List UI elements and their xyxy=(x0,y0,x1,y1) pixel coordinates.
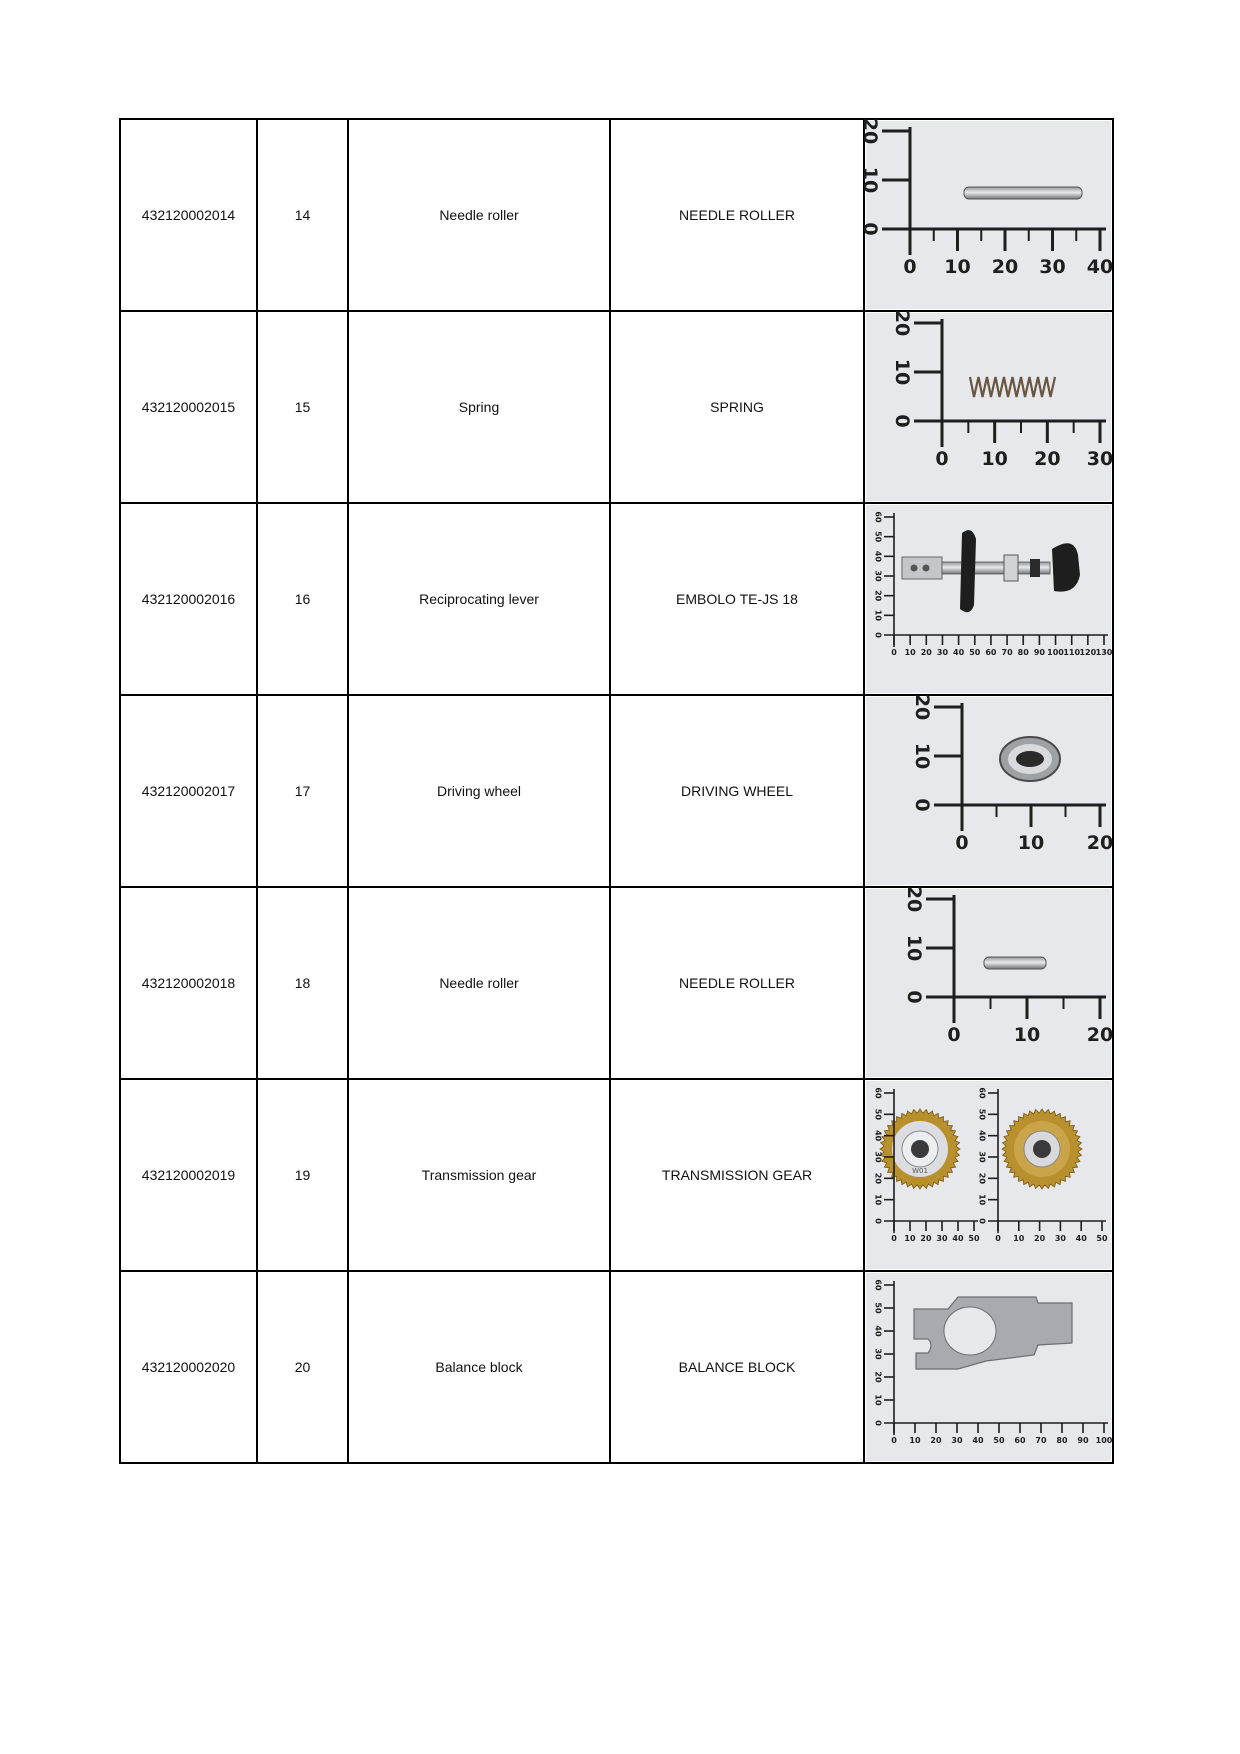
needle-roller-icon xyxy=(984,957,1046,969)
table-row xyxy=(120,119,1113,311)
scale-label: 40 xyxy=(873,550,883,562)
scale-label: 10 xyxy=(1013,1024,1041,1046)
scale-label: 60 xyxy=(873,1087,883,1099)
part-code: 432120002017 xyxy=(120,695,257,887)
scale-label: 80 xyxy=(1017,648,1029,657)
scale-label: 30 xyxy=(936,1234,948,1243)
scale-label: 0 xyxy=(891,648,897,657)
scale-label: 0 xyxy=(977,1218,987,1224)
scale-label: 0 xyxy=(911,798,933,812)
scale-label: 0 xyxy=(935,448,949,470)
parts-table xyxy=(119,118,1114,1464)
scale-label: 0 xyxy=(873,632,883,638)
scale-label: 50 xyxy=(969,648,981,657)
scale-label: 10 xyxy=(1017,832,1045,854)
gear-stamp: W01 xyxy=(912,1167,928,1175)
scale-label: 30 xyxy=(1054,1234,1066,1243)
scale-label: 90 xyxy=(1077,1436,1089,1445)
part-photo-figure xyxy=(866,693,1114,885)
scale-label: 20 xyxy=(873,1172,883,1184)
item-number: 16 xyxy=(257,503,348,695)
scale-label: 0 xyxy=(903,256,917,278)
scale-label: 20 xyxy=(1034,448,1061,470)
scale-label: 50 xyxy=(873,1108,883,1120)
scale-label: 50 xyxy=(873,531,883,543)
scale-label: 10 xyxy=(1013,1234,1025,1243)
part-photo xyxy=(864,311,1113,503)
scale-label: 30 xyxy=(977,1151,987,1163)
part-photo-figure xyxy=(866,505,1111,693)
part-photo xyxy=(864,1079,1113,1271)
scale-label: 0 xyxy=(947,1024,961,1046)
part-name: Balance block xyxy=(348,1271,610,1463)
scale-label: 30 xyxy=(936,648,949,657)
scale-label: 50 xyxy=(1096,1234,1108,1243)
item-number: 14 xyxy=(257,119,348,311)
scale-label: 0 xyxy=(903,990,925,1004)
part-description: NEEDLE ROLLER xyxy=(610,887,864,1079)
item-number: 18 xyxy=(257,887,348,1079)
scale-label: 10 xyxy=(903,934,925,962)
item-number: 20 xyxy=(257,1271,348,1463)
scale-label: 10 xyxy=(873,1194,883,1206)
scale-label: 20 xyxy=(859,117,881,145)
scale-label: 20 xyxy=(911,693,933,721)
scale-label: 70 xyxy=(1035,1436,1047,1445)
scale-label: 20 xyxy=(1086,832,1114,854)
scale-label: 20 xyxy=(903,885,925,913)
part-photo xyxy=(859,117,1114,311)
transmission-gear-front-icon xyxy=(880,1109,960,1189)
part-code: 432120002018 xyxy=(120,887,257,1079)
scale-label: 10 xyxy=(981,448,1008,470)
scale-label: 10 xyxy=(873,1394,883,1406)
scale-label: 110 xyxy=(1063,648,1081,657)
part-description: NEEDLE ROLLER xyxy=(610,119,864,311)
scale-label: 10 xyxy=(873,609,883,621)
part-photo-figure xyxy=(859,117,1114,309)
table-row xyxy=(120,1271,1113,1463)
scale-label: 20 xyxy=(920,648,932,657)
scale-label: 30 xyxy=(951,1436,963,1445)
scale-label: 10 xyxy=(859,166,881,194)
scale-label: 120 xyxy=(1079,648,1097,657)
part-description: DRIVING WHEEL xyxy=(610,695,864,887)
scale-label: 40 xyxy=(952,1234,964,1243)
scale-label: 40 xyxy=(873,1325,883,1337)
part-name: Transmission gear xyxy=(348,1079,610,1271)
part-code: 432120002020 xyxy=(120,1271,257,1463)
part-photo xyxy=(864,503,1113,695)
scale-label: 40 xyxy=(1075,1234,1087,1243)
scale-label: 0 xyxy=(873,1218,883,1224)
part-code: 432120002016 xyxy=(120,503,257,695)
scale-label: 20 xyxy=(930,1436,942,1445)
table-row xyxy=(120,311,1113,503)
part-code: 432120002015 xyxy=(120,311,257,503)
scale-label: 30 xyxy=(873,1151,883,1163)
scale-label: 40 xyxy=(873,1130,883,1142)
scale-label: 10 xyxy=(977,1194,987,1206)
scale-label: 60 xyxy=(1014,1436,1026,1445)
part-photo-figure xyxy=(866,309,1114,501)
scale-label: 130 xyxy=(1095,648,1113,657)
scale-label: 20 xyxy=(891,309,913,337)
part-code: 432120002014 xyxy=(120,119,257,311)
needle-roller-icon xyxy=(964,187,1082,199)
scale-label: 20 xyxy=(977,1172,987,1184)
scale-label: 0 xyxy=(891,414,913,428)
scale-label: 20 xyxy=(920,1234,932,1243)
scale-label: 60 xyxy=(873,511,883,523)
scale-label: 20 xyxy=(991,256,1019,278)
scale-label: 50 xyxy=(968,1234,980,1243)
scale-label: 80 xyxy=(1056,1436,1068,1445)
scale-label: 20 xyxy=(1086,1024,1114,1046)
scale-label: 30 xyxy=(873,570,883,582)
scale-label: 100 xyxy=(1047,648,1064,657)
part-name: Driving wheel xyxy=(348,695,610,887)
item-number: 15 xyxy=(257,311,348,503)
scale-label: 0 xyxy=(859,222,881,236)
scale-label: 30 xyxy=(873,1348,883,1360)
part-name: Reciprocating lever xyxy=(348,503,610,695)
part-photo xyxy=(864,695,1113,887)
part-description: SPRING xyxy=(610,311,864,503)
table-row xyxy=(120,1079,1113,1271)
scale-label: 50 xyxy=(993,1436,1005,1445)
item-number: 17 xyxy=(257,695,348,887)
scale-label: 40 xyxy=(1086,256,1114,278)
part-description: EMBOLO TE-JS 18 xyxy=(610,503,864,695)
scale-label: 60 xyxy=(873,1279,883,1291)
scale-label: 60 xyxy=(985,648,997,657)
part-name: Spring xyxy=(348,311,610,503)
part-photo-figure xyxy=(866,885,1114,1077)
scale-label: 70 xyxy=(1001,648,1013,657)
scale-label: 10 xyxy=(944,256,971,278)
scale-label: 40 xyxy=(972,1436,984,1445)
scale-label: 60 xyxy=(977,1087,987,1099)
part-photo xyxy=(864,887,1113,1079)
scale-label: 10 xyxy=(904,1234,916,1243)
part-description: BALANCE BLOCK xyxy=(610,1271,864,1463)
scale-label: 30 xyxy=(1086,448,1114,470)
part-code: 432120002019 xyxy=(120,1079,257,1271)
item-number: 19 xyxy=(257,1079,348,1271)
scale-label: 10 xyxy=(909,1436,921,1445)
scale-label: 90 xyxy=(1033,648,1045,657)
scale-label: 50 xyxy=(873,1302,883,1314)
scale-label: 20 xyxy=(873,590,883,602)
part-photo-figure xyxy=(866,1081,1111,1269)
scale-label: 20 xyxy=(873,1371,883,1383)
scale-label: 20 xyxy=(1034,1234,1046,1243)
part-photo xyxy=(864,1271,1113,1463)
scale-label: 100 xyxy=(1095,1436,1113,1445)
part-name: Needle roller xyxy=(348,887,610,1079)
table-row xyxy=(120,503,1113,695)
scale-label: 10 xyxy=(911,742,933,770)
scale-label: 0 xyxy=(955,832,969,854)
scale-label: 40 xyxy=(953,648,965,657)
scale-label: 40 xyxy=(977,1130,987,1142)
scale-label: 50 xyxy=(977,1108,987,1120)
scale-label: 10 xyxy=(891,358,913,386)
scale-label: 0 xyxy=(873,1420,883,1426)
table-row xyxy=(120,695,1113,887)
part-name: Needle roller xyxy=(348,119,610,311)
transmission-gear-back-icon xyxy=(1002,1109,1082,1189)
scale-label: 0 xyxy=(891,1436,897,1445)
table-row xyxy=(120,887,1113,1079)
scale-label: 10 xyxy=(904,648,916,657)
scale-label: 30 xyxy=(1039,256,1066,278)
driving-wheel-icon xyxy=(1000,737,1060,781)
part-photo-figure xyxy=(866,1273,1111,1461)
scale-label: 0 xyxy=(995,1234,1001,1243)
scale-label: 0 xyxy=(891,1234,897,1243)
part-description: TRANSMISSION GEAR xyxy=(610,1079,864,1271)
